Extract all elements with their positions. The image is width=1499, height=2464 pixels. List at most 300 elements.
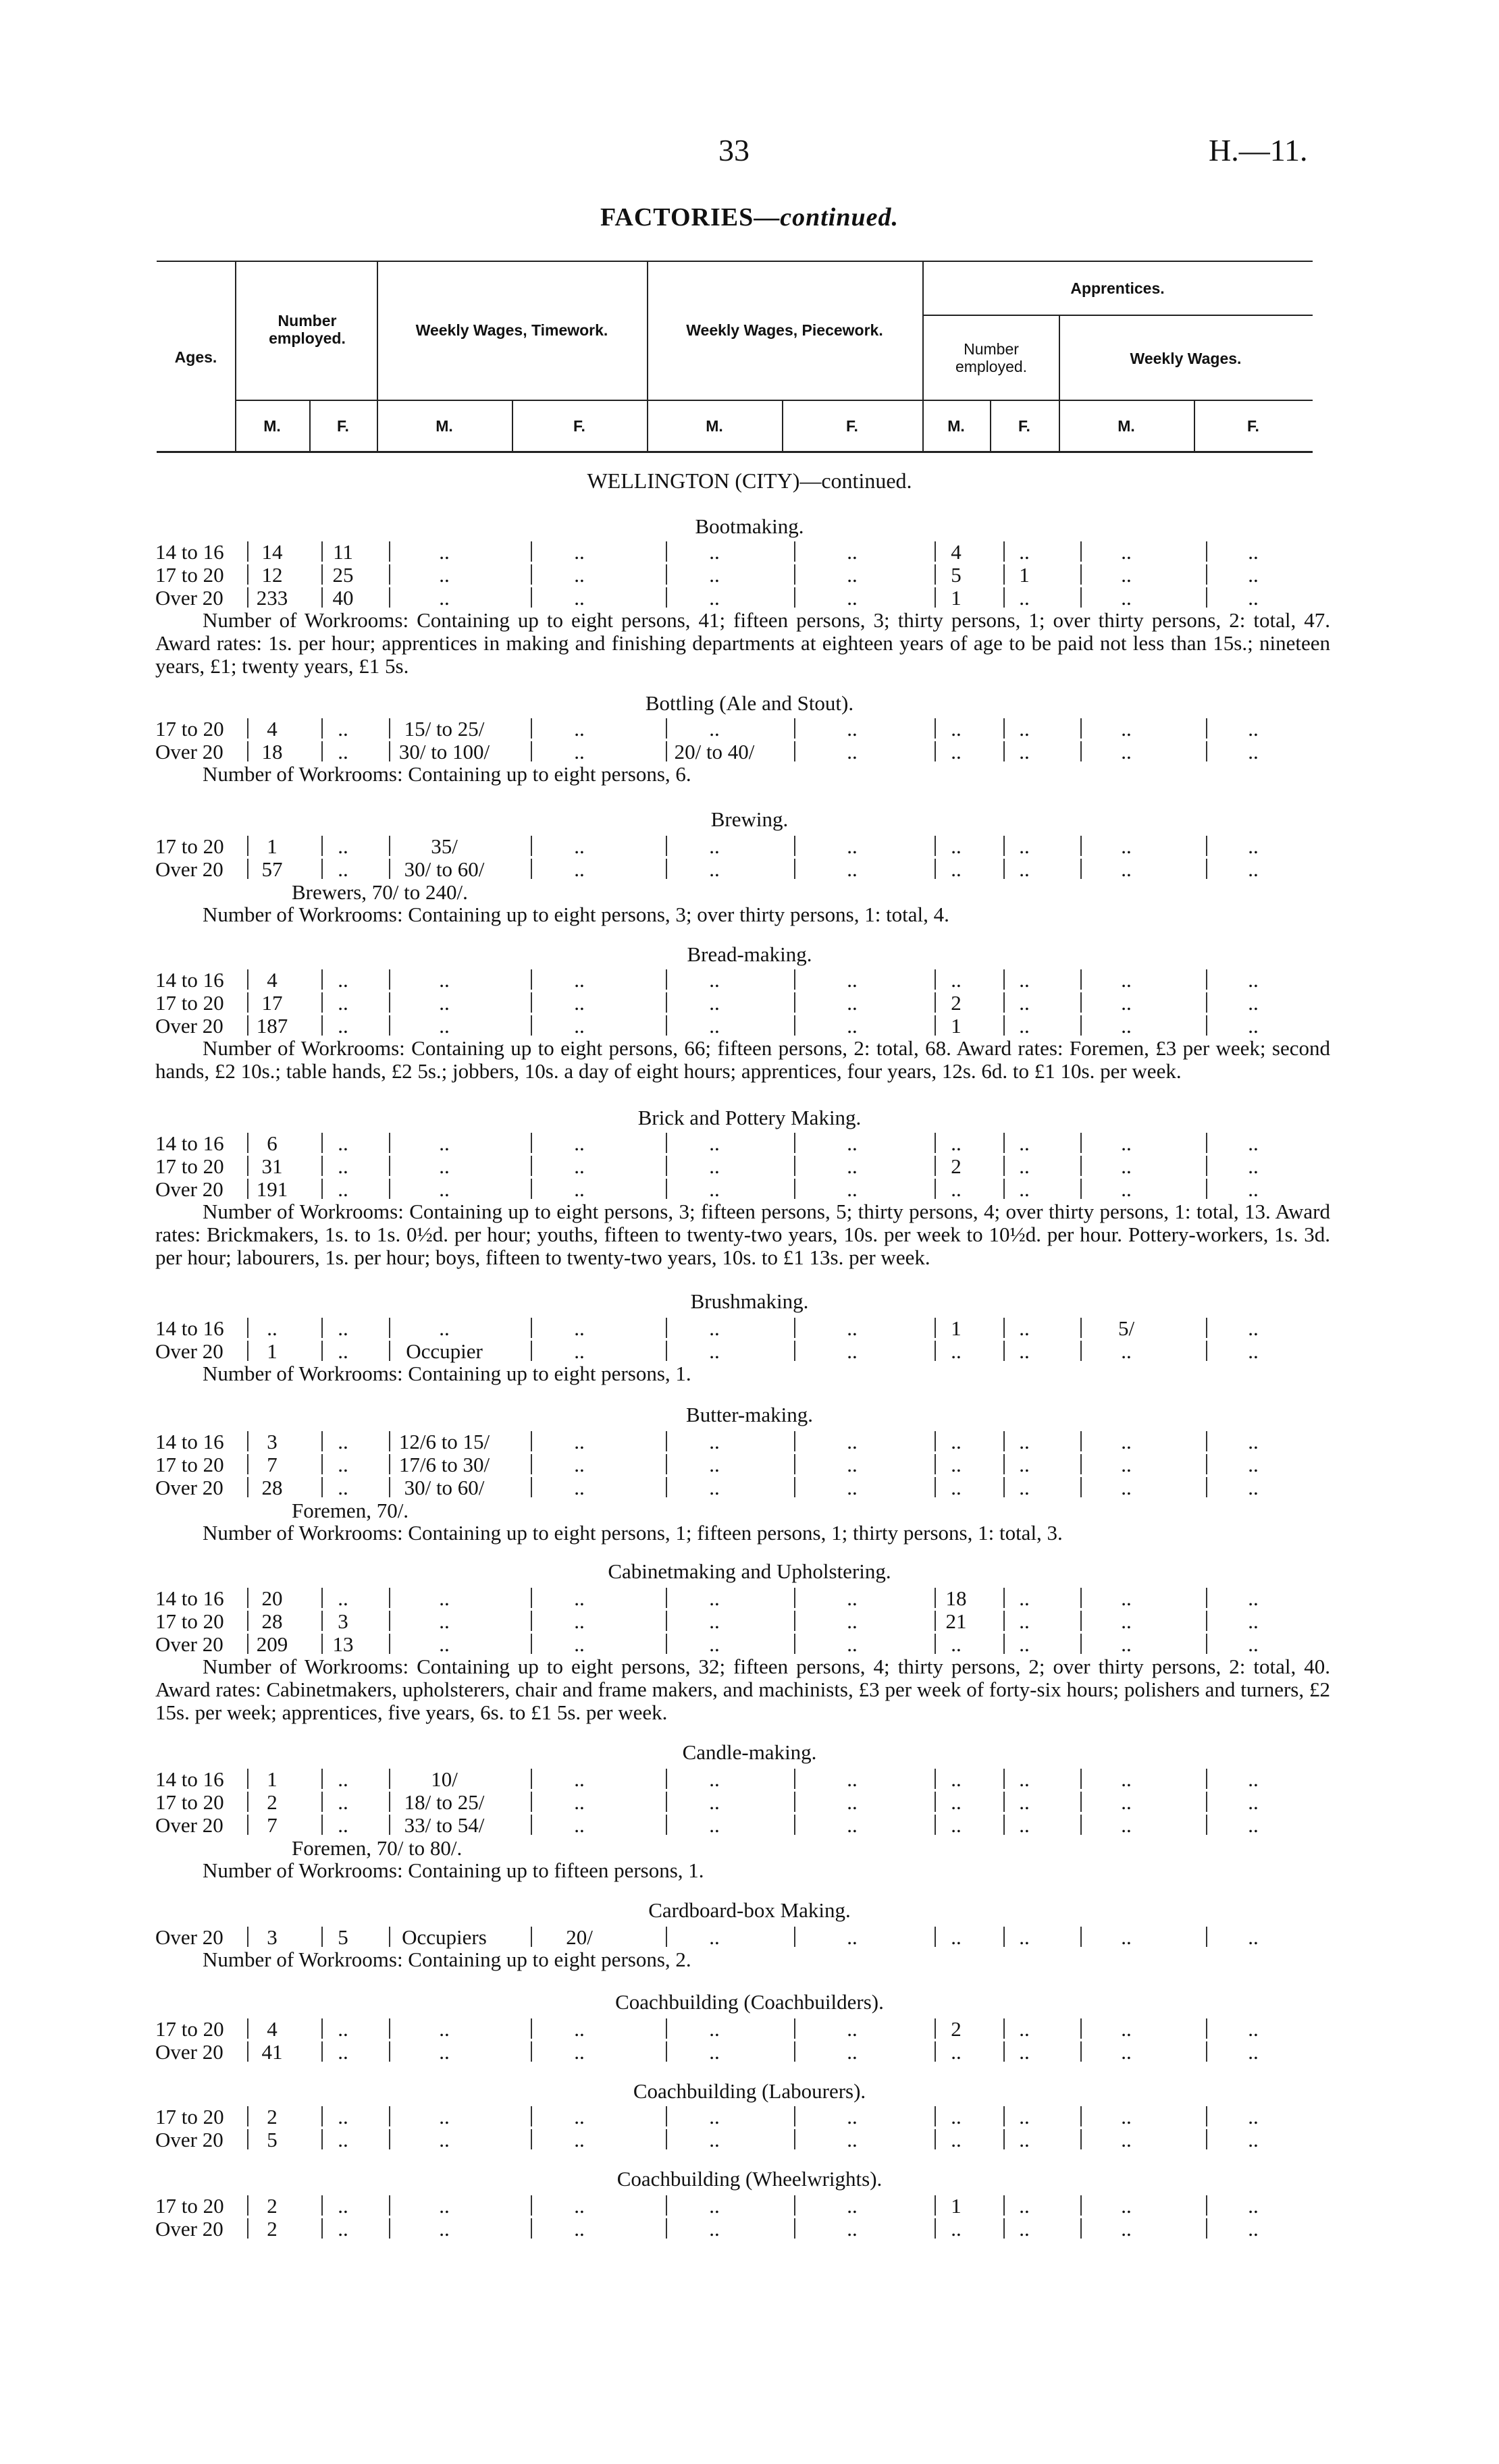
column-divider <box>1080 1179 1082 1199</box>
column-divider <box>247 2195 248 2216</box>
table-cell: .. <box>439 2194 450 2218</box>
table-cell: 1 <box>951 1014 962 1038</box>
table-cell: .. <box>1019 2017 1030 2041</box>
table-cell: 2 <box>267 2217 278 2241</box>
column-divider <box>794 2195 795 2216</box>
table-cell: .. <box>1019 1154 1030 1178</box>
table-cell: .. <box>574 1453 585 1476</box>
column-divider <box>531 992 532 1013</box>
table-cell: 10/ <box>431 1767 458 1791</box>
column-divider <box>1080 564 1082 585</box>
column-divider <box>247 1792 248 1812</box>
table-cell: .. <box>709 2194 720 2218</box>
table-row <box>155 2040 1330 2063</box>
table-cell: .. <box>709 2105 720 2128</box>
table-cell: .. <box>1248 1154 1259 1178</box>
table-cell: .. <box>709 1790 720 1814</box>
table-cell: .. <box>574 1177 585 1201</box>
column-divider <box>935 992 936 1013</box>
table-cell: .. <box>951 2217 962 2241</box>
column-divider <box>247 2018 248 2039</box>
table-cell: 7 <box>267 1453 278 1476</box>
column-divider <box>247 1156 248 1176</box>
column-divider <box>794 1015 795 1036</box>
column-divider <box>389 2106 390 2126</box>
table-cell: .. <box>847 1430 858 1453</box>
column-divider <box>794 1588 795 1608</box>
table-cell: .. <box>338 2128 348 2151</box>
table-cell: .. <box>1248 740 1259 764</box>
row-note: Foremen, 70/ to 80/. <box>292 1836 463 1860</box>
column-divider <box>666 741 667 761</box>
table-cell: .. <box>847 586 858 610</box>
column-divider <box>1206 969 1207 990</box>
table-cell: .. <box>574 1339 585 1363</box>
column-divider <box>935 587 936 608</box>
table-cell: .. <box>709 586 720 610</box>
table-cell: 21 <box>945 1609 967 1633</box>
table-cell: .. <box>1248 1316 1259 1340</box>
column-divider <box>1003 1815 1005 1835</box>
table-cell: 3 <box>267 1430 278 1453</box>
table-cell: .. <box>847 1609 858 1633</box>
table-cell: .. <box>847 1632 858 1656</box>
table-cell: .. <box>1121 1154 1132 1178</box>
column-divider <box>935 1133 936 1153</box>
column-divider <box>666 2129 667 2149</box>
column-divider <box>247 1015 248 1036</box>
column-divider <box>935 1179 936 1199</box>
column-divider <box>666 1179 667 1199</box>
table-cell: .. <box>1121 1339 1132 1363</box>
table-cell: .. <box>1019 1177 1030 1201</box>
table-row <box>155 1925 1330 1948</box>
title-main: FACTORIES— <box>600 203 781 232</box>
column-divider <box>935 1318 936 1338</box>
column-divider <box>1206 741 1207 761</box>
table-cell: .. <box>847 1586 858 1610</box>
column-divider <box>794 1792 795 1812</box>
table-cell: .. <box>1019 1790 1030 1814</box>
table-cell: 5/ <box>1117 1316 1135 1340</box>
column-divider <box>321 1611 323 1631</box>
column-divider <box>531 1156 532 1176</box>
column-divider <box>1003 1015 1005 1036</box>
table-cell: 14 <box>261 540 283 564</box>
column-divider <box>247 1431 248 1451</box>
table-cell: .. <box>951 1925 962 1949</box>
table-cell: .. <box>709 1177 720 1201</box>
table-cell: .. <box>338 2217 348 2241</box>
city-heading: WELLINGTON (CITY)—continued. <box>587 468 912 493</box>
column-divider <box>531 1133 532 1153</box>
column-divider <box>389 1318 390 1338</box>
column-divider <box>935 2018 936 2039</box>
column-divider <box>1206 1318 1207 1338</box>
table-cell: 187 <box>256 1014 288 1038</box>
column-divider <box>1003 741 1005 761</box>
table-cell: .. <box>1121 1609 1132 1633</box>
table-cell: .. <box>1019 834 1030 858</box>
table-cell: .. <box>574 834 585 858</box>
table-row <box>155 2194 1330 2217</box>
row-age: Over 20 <box>155 2217 223 2241</box>
column-divider <box>935 1588 936 1608</box>
table-cell: .. <box>574 563 585 587</box>
table-cell: .. <box>1248 586 1259 610</box>
table-cell: .. <box>1019 586 1030 610</box>
column-divider <box>666 2041 667 2062</box>
column-divider <box>794 836 795 856</box>
table-cell: .. <box>439 1014 450 1038</box>
col-ages: Ages. <box>174 348 217 366</box>
table-cell: .. <box>1121 1632 1132 1656</box>
column-divider <box>1003 1634 1005 1654</box>
column-divider <box>531 1611 532 1631</box>
table-cell: 31 <box>261 1154 283 1178</box>
table-cell: .. <box>1248 1632 1259 1656</box>
table-cell: .. <box>439 1609 450 1633</box>
column-divider <box>935 1815 936 1835</box>
table-cell: .. <box>951 1339 962 1363</box>
workrooms-note: Number of Workrooms: Containing up to eight persons, 2. <box>203 1948 691 1971</box>
column-divider <box>1206 2041 1207 2062</box>
table-cell: .. <box>951 2128 962 2151</box>
row-age: 17 to 20 <box>155 834 224 858</box>
table-cell: .. <box>439 968 450 992</box>
col-weekly-wages-timework: Weekly Wages, Timework. <box>415 321 608 339</box>
table-cell: .. <box>574 1813 585 1837</box>
column-divider <box>794 969 795 990</box>
column-divider <box>389 2018 390 2039</box>
table-cell: 209 <box>256 1632 288 1656</box>
column-divider <box>666 836 667 856</box>
table-cell: .. <box>951 1790 962 1814</box>
table-cell: 30/ to 100/ <box>398 740 490 764</box>
column-divider <box>1080 1477 1082 1497</box>
table-cell: .. <box>1248 1925 1259 1949</box>
title-continued: continued. <box>780 203 899 232</box>
table-cell: .. <box>1248 1813 1259 1837</box>
column-divider <box>531 1015 532 1036</box>
table-cell: 20/ to 40/ <box>674 740 755 764</box>
column-divider <box>321 1015 323 1036</box>
column-divider <box>321 1927 323 1947</box>
column-divider <box>1003 2218 1005 2239</box>
column-divider <box>1206 2218 1207 2239</box>
column-divider <box>531 541 532 562</box>
column-divider <box>247 1588 248 1608</box>
column-divider <box>389 1769 390 1789</box>
table-cell: 2 <box>267 2105 278 2128</box>
col-appr-wage-f: F. <box>1247 417 1259 435</box>
row-age: 17 to 20 <box>155 1609 224 1633</box>
column-divider <box>935 969 936 990</box>
table-cell: .. <box>1121 1131 1132 1155</box>
column-divider <box>794 1477 795 1497</box>
table-cell: .. <box>1121 2128 1132 2151</box>
table-cell: .. <box>709 1430 720 1453</box>
column-divider <box>247 1927 248 1947</box>
table-cell: .. <box>1019 2128 1030 2151</box>
table-cell: 2 <box>951 991 962 1015</box>
table-cell: .. <box>439 1632 450 1656</box>
column-divider <box>794 541 795 562</box>
column-divider <box>666 1611 667 1631</box>
column-divider <box>935 541 936 562</box>
table-row <box>155 2128 1330 2151</box>
column-divider <box>666 2218 667 2239</box>
table-cell: .. <box>439 586 450 610</box>
column-divider <box>389 564 390 585</box>
column-divider <box>1080 1588 1082 1608</box>
table-cell: .. <box>1248 1430 1259 1453</box>
table-cell: 28 <box>261 1476 283 1499</box>
column-divider <box>1206 1815 1207 1835</box>
col-piece-m: M. <box>706 417 723 435</box>
table-cell: .. <box>338 2040 348 2064</box>
table-cell: .. <box>847 1813 858 1837</box>
column-divider <box>1003 587 1005 608</box>
column-divider <box>321 1341 323 1361</box>
table-cell: .. <box>951 2105 962 2128</box>
table-cell: .. <box>574 2040 585 2064</box>
table-cell: .. <box>1121 2217 1132 2241</box>
column-divider <box>666 1815 667 1835</box>
col-appr-number-employed: Number employed. <box>955 340 1028 375</box>
table-cell: .. <box>709 1476 720 1499</box>
column-divider <box>531 1431 532 1451</box>
column-divider <box>389 1634 390 1654</box>
header-top-rule <box>157 261 1313 262</box>
trade-heading: Cardboard-box Making. <box>648 1898 851 1922</box>
column-divider <box>1080 741 1082 761</box>
column-divider <box>794 1431 795 1451</box>
workrooms-note: Number of Workrooms: Containing up to eight persons, 3; fifteen persons, 5; thirty persons, 4; over thirty persons, 1: total, 13. Award rates: Brickmakers, 1s. to 1s. 0½d. per hour; youths, fifteen to twenty-two years, 10s. per week to 10½d. per hour. Pottery-workers, 1s. 3d. per hour; labourers, 1s. per hour; boys, fifteen to twenty-two years, 10s. to £1 13s. per week. <box>155 1200 1330 1269</box>
trade-heading: Bread-making. <box>687 942 812 966</box>
table-cell: .. <box>338 991 348 1015</box>
column-divider <box>1003 2041 1005 2062</box>
column-divider <box>389 1792 390 1812</box>
table-cell: .. <box>338 1316 348 1340</box>
column-divider <box>389 1611 390 1631</box>
header-bottom-rule <box>157 451 1313 453</box>
column-divider <box>1003 1179 1005 1199</box>
table-cell: .. <box>574 968 585 992</box>
column-divider <box>321 1815 323 1835</box>
table-cell: .. <box>574 1316 585 1340</box>
table-cell: .. <box>847 857 858 881</box>
column-divider <box>1080 718 1082 739</box>
column-divider <box>247 2106 248 2126</box>
row-age: Over 20 <box>155 1925 223 1949</box>
table-cell: .. <box>951 1767 962 1791</box>
table-cell: .. <box>1121 740 1132 764</box>
trade-heading: Coachbuilding (Labourers). <box>633 2079 866 2103</box>
column-divider <box>1003 2129 1005 2149</box>
table-cell: .. <box>709 1014 720 1038</box>
column-divider <box>531 1341 532 1361</box>
column-divider <box>1003 564 1005 585</box>
column-divider <box>531 1634 532 1654</box>
row-age: 14 to 16 <box>155 1767 224 1791</box>
row-age: Over 20 <box>155 1339 223 1363</box>
table-cell: .. <box>1248 563 1259 587</box>
row-age: Over 20 <box>155 1476 223 1499</box>
table-cell: .. <box>847 834 858 858</box>
table-cell: 35/ <box>431 834 458 858</box>
table-cell: 18 <box>945 1586 967 1610</box>
table-cell: .. <box>1248 1790 1259 1814</box>
table-cell: .. <box>338 1014 348 1038</box>
column-divider <box>1080 1815 1082 1835</box>
table-cell: .. <box>1248 2217 1259 2241</box>
column-divider <box>1206 2018 1207 2039</box>
column-divider <box>531 2218 532 2239</box>
table-cell: .. <box>1019 1609 1030 1633</box>
column-divider <box>794 2218 795 2239</box>
column-divider <box>666 969 667 990</box>
trade-heading: Brick and Pottery Making. <box>637 1106 862 1129</box>
table-row <box>155 991 1330 1014</box>
column-divider <box>1206 1611 1207 1631</box>
column-divider <box>1080 587 1082 608</box>
table-row <box>155 1430 1330 1453</box>
column-divider <box>247 587 248 608</box>
column-divider <box>1080 2041 1082 2062</box>
column-divider <box>389 1133 390 1153</box>
table-cell: .. <box>1019 1813 1030 1837</box>
table-cell: .. <box>951 1813 962 1837</box>
column-divider <box>935 1431 936 1451</box>
column-divider <box>389 541 390 562</box>
column-divider <box>1003 1318 1005 1338</box>
table-cell: .. <box>1121 1177 1132 1201</box>
table-cell: 11 <box>333 540 353 564</box>
column-divider <box>935 1927 936 1947</box>
table-cell: .. <box>574 717 585 741</box>
table-cell: .. <box>951 1430 962 1453</box>
column-divider <box>247 1815 248 1835</box>
column-divider <box>389 1015 390 1036</box>
column-divider <box>389 2129 390 2149</box>
table-cell: .. <box>338 1813 348 1837</box>
row-age: Over 20 <box>155 1177 223 1201</box>
table-cell: 5 <box>951 563 962 587</box>
row-age: 14 to 16 <box>155 1430 224 1453</box>
column-divider <box>1080 992 1082 1013</box>
table-cell: .. <box>951 1131 962 1155</box>
table-cell: 17 <box>261 991 283 1015</box>
table-cell: .. <box>1121 1767 1132 1791</box>
table-cell: .. <box>1121 2040 1132 2064</box>
table-row <box>155 2105 1330 2128</box>
column-divider <box>389 1156 390 1176</box>
column-divider <box>666 1156 667 1176</box>
table-row <box>155 2017 1330 2040</box>
column-divider <box>321 1179 323 1199</box>
table-cell: .. <box>1019 1131 1030 1155</box>
table-cell: .. <box>1121 1430 1132 1453</box>
column-divider <box>1080 969 1082 990</box>
col-time-f: F. <box>573 417 585 435</box>
table-cell: .. <box>574 1476 585 1499</box>
table-cell: 20 <box>261 1586 283 1610</box>
column-divider <box>794 2018 795 2039</box>
column-divider <box>389 1588 390 1608</box>
trade-heading: Bottling (Ale and Stout). <box>645 691 854 715</box>
table-cell: .. <box>338 1131 348 1155</box>
column-divider <box>531 2195 532 2216</box>
col-num-m: M. <box>263 417 281 435</box>
column-divider <box>794 1815 795 1835</box>
column-divider <box>531 836 532 856</box>
table-cell: .. <box>847 563 858 587</box>
table-cell: Occupier <box>406 1339 483 1363</box>
table-cell: .. <box>574 1131 585 1155</box>
column-divider <box>321 1454 323 1474</box>
table-cell: .. <box>1019 1453 1030 1476</box>
table-cell: .. <box>1121 2105 1132 2128</box>
table-cell: .. <box>1121 540 1132 564</box>
table-cell: .. <box>338 1430 348 1453</box>
trade-heading: Coachbuilding (Coachbuilders). <box>615 1990 884 2014</box>
column-divider <box>1003 1477 1005 1497</box>
table-cell: 5 <box>267 2128 278 2151</box>
table-row <box>155 1177 1330 1200</box>
table-cell: .. <box>1121 1586 1132 1610</box>
column-divider <box>321 718 323 739</box>
col-weekly-wages-piecework: Weekly Wages, Piecework. <box>686 321 883 339</box>
table-cell: .. <box>574 2128 585 2151</box>
column-divider <box>935 1769 936 1789</box>
table-row <box>155 1632 1330 1655</box>
column-divider <box>1206 1156 1207 1176</box>
column-divider <box>935 1611 936 1631</box>
column-divider <box>247 564 248 585</box>
table-cell: 7 <box>267 1813 278 1837</box>
column-divider <box>321 741 323 761</box>
table-cell: .. <box>1248 1339 1259 1363</box>
row-age: Over 20 <box>155 740 223 764</box>
column-divider <box>794 1318 795 1338</box>
table-row <box>155 586 1330 609</box>
column-divider <box>935 2129 936 2149</box>
table-row <box>155 540 1330 563</box>
table-cell: .. <box>338 1476 348 1499</box>
table-cell: .. <box>439 1177 450 1201</box>
row-age: Over 20 <box>155 1632 223 1656</box>
table-row <box>155 1339 1330 1362</box>
column-divider <box>531 1927 532 1947</box>
column-divider <box>531 1179 532 1199</box>
table-cell: .. <box>1121 2017 1132 2041</box>
table-cell: .. <box>847 991 858 1015</box>
column-divider <box>794 2041 795 2062</box>
col-appr-num-f: F. <box>1018 417 1030 435</box>
column-divider <box>321 1431 323 1451</box>
table-cell: 1 <box>267 1767 278 1791</box>
column-divider <box>666 859 667 879</box>
column-divider <box>666 1015 667 1036</box>
column-divider <box>389 836 390 856</box>
table-cell: 28 <box>261 1609 283 1633</box>
column-divider <box>666 2106 667 2126</box>
table-cell: .. <box>574 540 585 564</box>
column-divider <box>321 564 323 585</box>
table-cell: .. <box>574 1609 585 1633</box>
column-divider <box>666 1588 667 1608</box>
